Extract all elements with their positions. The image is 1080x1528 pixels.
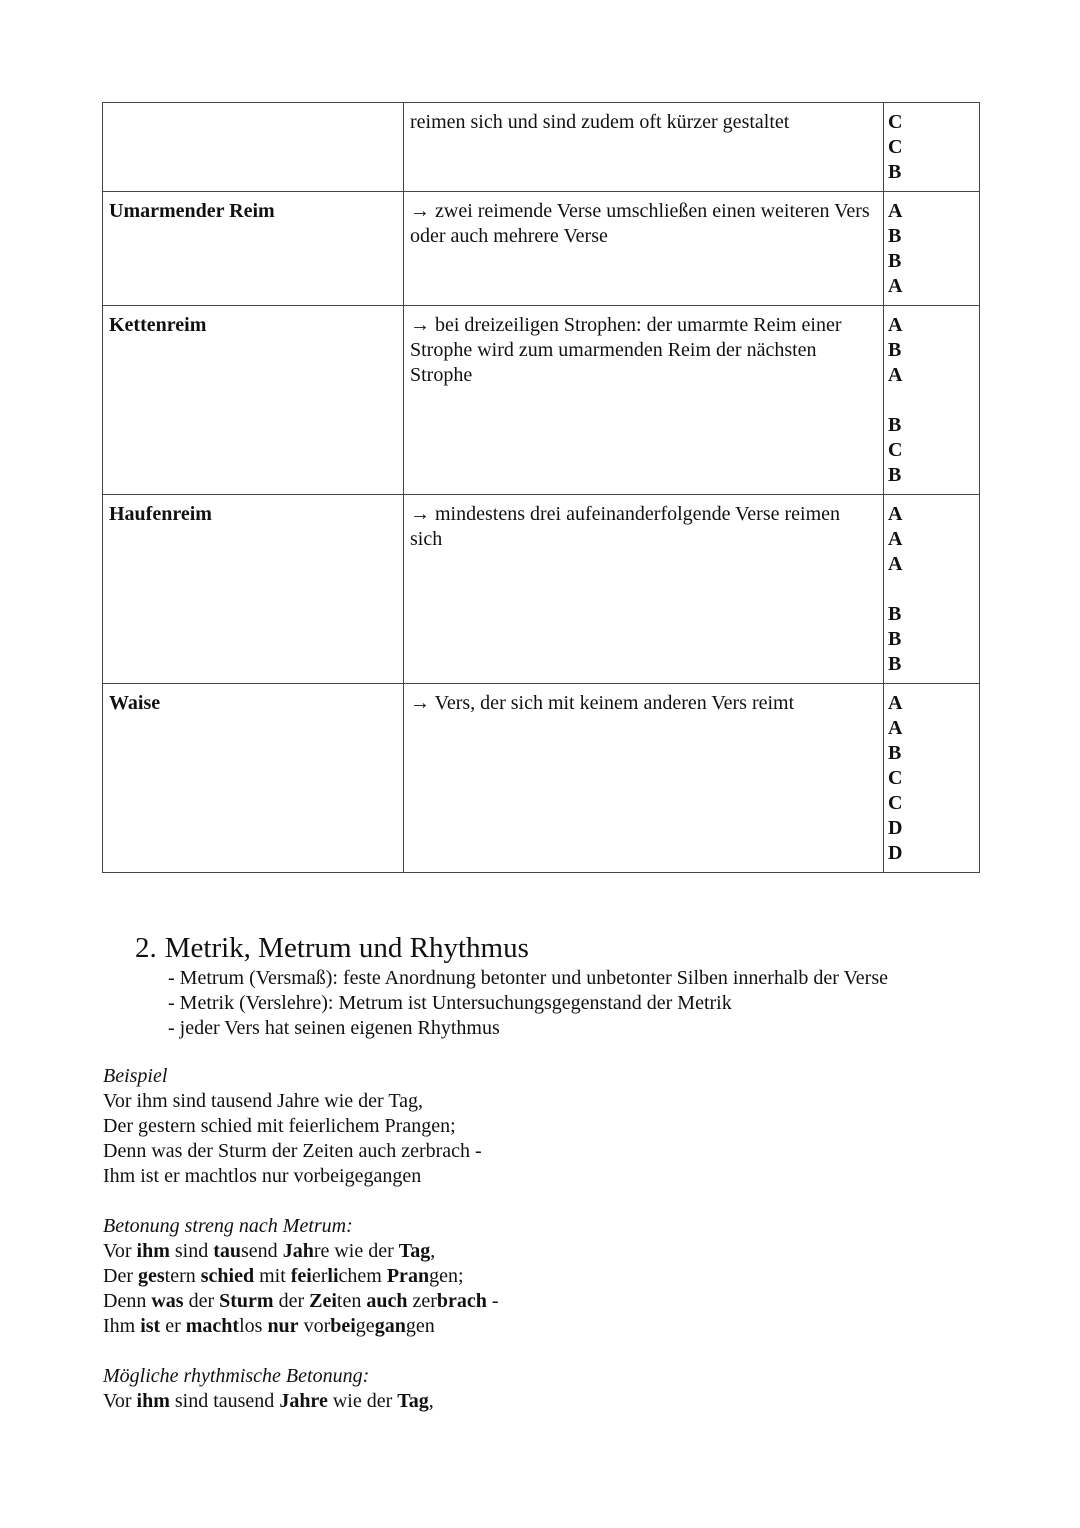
bullet-item: - Metrum (Versmaß): feste Anordnung betonter und unbetonter Silben innerhalb der Verse xyxy=(168,967,888,989)
stressed-syllable: Pran xyxy=(386,1265,430,1287)
stressed-syllable: gan xyxy=(374,1315,406,1337)
rhyme-table-row xyxy=(103,495,980,684)
stressed-syllable: Jah xyxy=(282,1240,314,1262)
unstressed-text: re wie der xyxy=(313,1240,399,1262)
rhyme-scheme xyxy=(884,306,980,495)
rhyme-scheme xyxy=(884,103,980,192)
scheme-letter: C xyxy=(888,792,903,814)
stressed-poem-line xyxy=(103,1314,803,1339)
example-poem xyxy=(103,1064,803,1189)
unstressed-text: gen xyxy=(405,1315,435,1337)
scheme-letter: A xyxy=(888,553,903,575)
rhythmic-stress-caption: Mögliche rhythmische Betonung: xyxy=(103,1365,370,1387)
scheme-letter: A xyxy=(888,275,903,297)
metric-stress-caption: Betonung streng nach Metrum: xyxy=(103,1215,353,1237)
scheme-letter: A xyxy=(888,717,903,739)
rhythmic-stress-example xyxy=(103,1364,803,1414)
poem-line: Ihm ist er machtlos nur vorbeigegangen xyxy=(103,1165,422,1187)
poem-line: Vor ihm sind tausend Jahre wie der Tag, xyxy=(103,1090,424,1112)
unstressed-text: der xyxy=(273,1290,310,1312)
rhyme-description: → zwei reimende Verse umschließen einen weiteren Vers oder auch mehrere Verse xyxy=(404,192,884,306)
unstressed-text: Vor xyxy=(103,1240,137,1262)
stressed-poem-line xyxy=(103,1239,803,1264)
unstressed-text: , xyxy=(428,1390,434,1412)
unstressed-text: der xyxy=(183,1290,220,1312)
rhyme-term: Haufenreim xyxy=(103,495,404,684)
unstressed-text: Vor xyxy=(103,1390,137,1412)
scheme-gap xyxy=(888,577,973,602)
bullet-list xyxy=(135,966,995,1041)
poem-line: Der gestern schied mit feierlichem Prangen; xyxy=(103,1115,456,1137)
stressed-syllable: Zei xyxy=(309,1290,337,1312)
rhyme-term: Umarmender Reim xyxy=(103,192,404,306)
rhyme-table-row xyxy=(103,684,980,873)
rhyme-description: → bei dreizeiligen Strophen: der umarmte Reim einer Strophe wird zum umarmenden Reim der nächsten Strophe xyxy=(404,306,884,495)
stressed-syllable: ist xyxy=(140,1315,161,1337)
example-caption: Beispiel xyxy=(103,1065,168,1087)
unstressed-text: Denn xyxy=(103,1290,152,1312)
scheme-letter: B xyxy=(888,339,902,361)
unstressed-text: Ihm xyxy=(103,1315,141,1337)
bullet-item: - jeder Vers hat seinen eigenen Rhythmus xyxy=(168,1017,500,1039)
rhyme-description: → Vers, der sich mit keinem anderen Vers reimt xyxy=(404,684,884,873)
stressed-syllable: Tag xyxy=(397,1390,429,1412)
section-number: 2. xyxy=(135,932,157,964)
stressed-poem-line xyxy=(103,1264,803,1289)
rhyme-scheme-table xyxy=(102,102,980,873)
unstressed-text: wie der xyxy=(327,1390,398,1412)
scheme-letter: B xyxy=(888,628,902,650)
rhyme-table-row xyxy=(103,103,980,192)
stressed-syllable: was xyxy=(151,1290,184,1312)
scheme-letter: A xyxy=(888,200,903,222)
stressed-syllable: schied xyxy=(200,1265,255,1287)
section-title: Metrik, Metrum und Rhythmus xyxy=(164,932,529,964)
rhyme-description: → mindestens drei aufeinanderfolgende Verse reimen sich xyxy=(404,495,884,684)
rhyme-term xyxy=(103,103,404,192)
unstressed-text: er xyxy=(160,1315,186,1337)
rhyme-description: reimen sich und sind zudem oft kürzer gestaltet xyxy=(404,103,884,192)
unstressed-text: Der xyxy=(103,1265,138,1287)
stressed-syllable: auch xyxy=(366,1290,408,1312)
scheme-gap xyxy=(888,388,973,413)
scheme-letter: B xyxy=(888,653,902,675)
unstressed-text: zer xyxy=(407,1290,437,1312)
stressed-poem-line xyxy=(103,1389,803,1414)
unstressed-text: sind xyxy=(169,1240,214,1262)
stressed-syllable: Jahre xyxy=(279,1390,328,1412)
unstressed-text: mit xyxy=(254,1265,291,1287)
rhyme-term: Kettenreim xyxy=(103,306,404,495)
unstressed-text: , xyxy=(430,1240,436,1262)
stressed-syllable: nur xyxy=(267,1315,299,1337)
scheme-letter: D xyxy=(888,842,903,864)
scheme-letter: B xyxy=(888,225,902,247)
stressed-poem-line xyxy=(103,1289,803,1314)
unstressed-text: ge xyxy=(355,1315,375,1337)
rhyme-scheme xyxy=(884,192,980,306)
section-metrik xyxy=(135,930,995,1041)
unstressed-text: vor xyxy=(298,1315,331,1337)
scheme-letter: B xyxy=(888,742,902,764)
scheme-letter: B xyxy=(888,414,902,436)
stressed-syllable: tau xyxy=(213,1240,242,1262)
scheme-letter: A xyxy=(888,364,903,386)
scheme-letter: B xyxy=(888,161,902,183)
rhyme-term: Waise xyxy=(103,684,404,873)
scheme-letter: C xyxy=(888,439,903,461)
unstressed-text: sind tausend xyxy=(169,1390,280,1412)
scheme-letter: C xyxy=(888,767,903,789)
rhyme-scheme xyxy=(884,684,980,873)
unstressed-text: gen; xyxy=(429,1265,464,1287)
unstressed-text: er xyxy=(311,1265,328,1287)
scheme-letter: A xyxy=(888,528,903,550)
stressed-syllable: fei xyxy=(290,1265,312,1287)
stressed-syllable: ges xyxy=(137,1265,165,1287)
poem-line: Denn was der Sturm der Zeiten auch zerbrach - xyxy=(103,1140,482,1162)
stressed-syllable: Tag xyxy=(398,1240,431,1262)
scheme-letter: B xyxy=(888,603,902,625)
stressed-syllable: li xyxy=(327,1265,339,1287)
scheme-letter: B xyxy=(888,250,902,272)
scheme-letter: A xyxy=(888,314,903,336)
scheme-letter: B xyxy=(888,464,902,486)
scheme-letter: A xyxy=(888,503,903,525)
scheme-letter: A xyxy=(888,692,903,714)
stressed-syllable: brach xyxy=(436,1290,487,1312)
stressed-syllable: Sturm xyxy=(219,1290,274,1312)
unstressed-text: los xyxy=(239,1315,268,1337)
metric-stress-example xyxy=(103,1214,803,1339)
section-heading xyxy=(135,930,995,966)
scheme-letter: C xyxy=(888,111,903,133)
unstressed-text: - xyxy=(486,1290,499,1312)
rhyme-table-row xyxy=(103,306,980,495)
stressed-syllable: macht xyxy=(185,1315,240,1337)
unstressed-text: send xyxy=(241,1240,283,1262)
scheme-letter: D xyxy=(888,817,903,839)
unstressed-text: tern xyxy=(164,1265,201,1287)
rhyme-table-row xyxy=(103,192,980,306)
unstressed-text: chem xyxy=(338,1265,387,1287)
stressed-syllable: ihm xyxy=(136,1240,170,1262)
stressed-syllable: ihm xyxy=(136,1390,170,1412)
bullet-item: - Metrik (Verslehre): Metrum ist Untersuchungsgegenstand der Metrik xyxy=(168,992,732,1014)
stressed-syllable: bei xyxy=(330,1315,356,1337)
rhyme-scheme xyxy=(884,495,980,684)
scheme-letter: C xyxy=(888,136,903,158)
unstressed-text: ten xyxy=(336,1290,367,1312)
